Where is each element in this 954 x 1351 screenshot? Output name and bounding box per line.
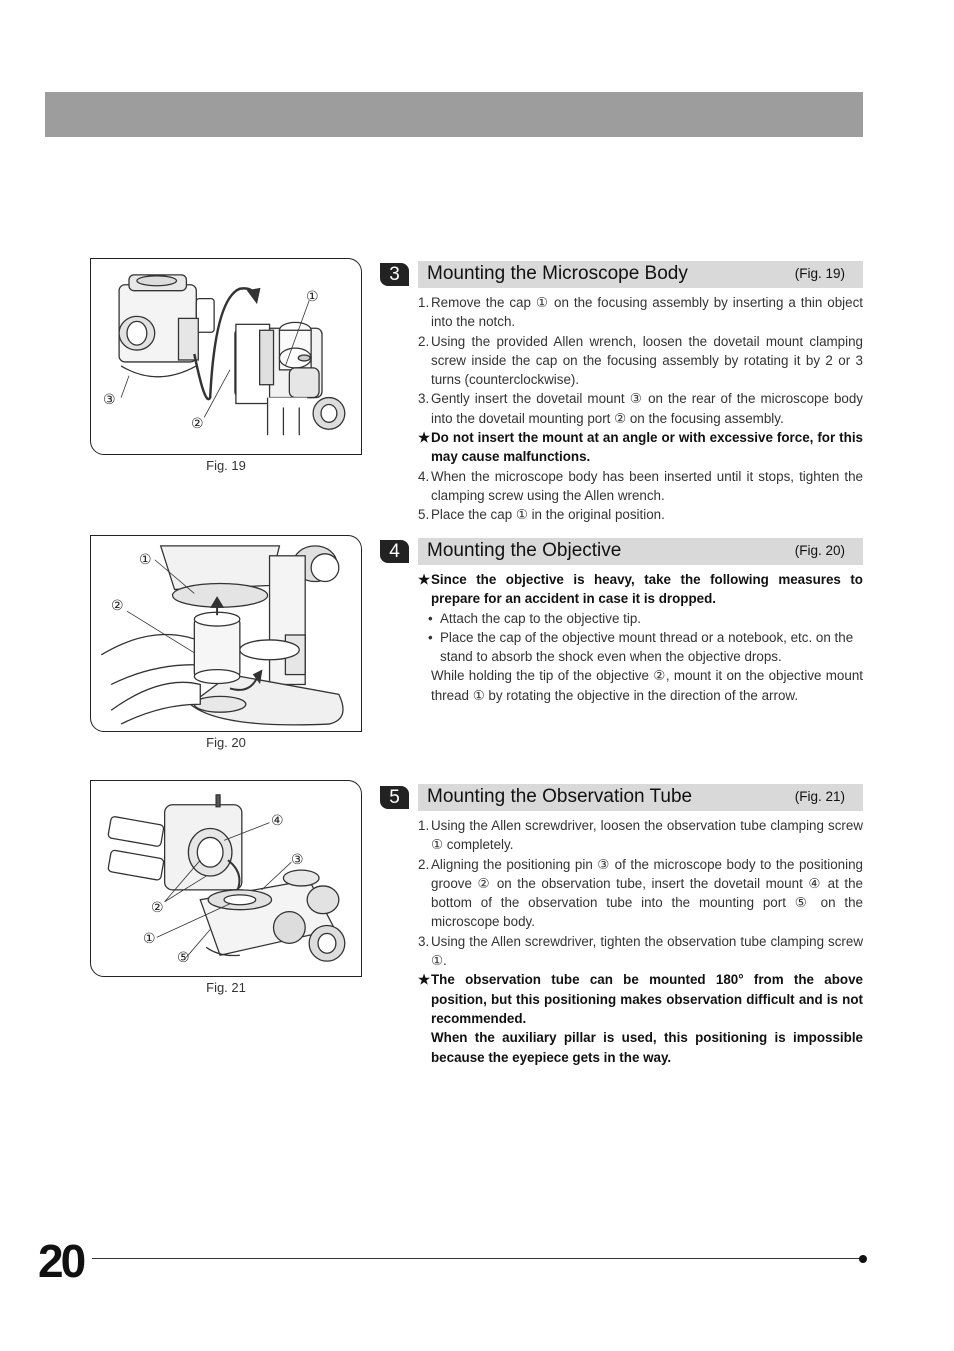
star-icon: ★	[418, 572, 431, 587]
step-2	[418, 855, 863, 932]
step-3	[418, 389, 863, 428]
section-title: Mounting the Objective	[427, 540, 622, 561]
step-1	[418, 816, 863, 855]
section-number: 4	[380, 540, 409, 563]
figure-reference: (Fig. 19)	[794, 266, 845, 281]
callout-mounting-port: ②	[191, 416, 204, 432]
fig-19-caption: Fig. 19	[206, 458, 246, 473]
figure-reference: (Fig. 21)	[794, 789, 845, 804]
section-title-bar	[418, 784, 863, 811]
section-title: Mounting the Observation Tube	[427, 786, 693, 807]
step-1	[418, 293, 863, 332]
section-3-body	[418, 293, 863, 525]
header-band	[45, 92, 863, 137]
section-5-header	[380, 784, 863, 811]
step-number: 5.	[418, 507, 430, 523]
bullet-icon: •	[428, 610, 433, 626]
step-5	[418, 505, 863, 524]
callout-positioning-pin: ③	[291, 852, 304, 868]
section-4-body	[418, 570, 863, 705]
instruction-text: While holding the tip of the objective ②, mount it on the objective mount thread ① by rotating the objective in the direction of the arrow.	[431, 668, 863, 703]
warning-text: Since the objective is heavy, take the following measures to prepare for an accident in case it is dropped.	[431, 572, 863, 607]
star-icon: ★	[418, 430, 431, 446]
caution-text: Do not insert the mount at an angle or with excessive force, for this may cause malfunctions.	[431, 430, 863, 465]
bullet-icon: •	[428, 629, 433, 645]
step-number: 2.	[418, 333, 430, 349]
section-5-body	[418, 816, 863, 1067]
section-number: 3	[380, 263, 409, 286]
figure-19	[90, 258, 362, 455]
figure-reference: (Fig. 20)	[794, 543, 845, 558]
callout-clamping-screw: ①	[143, 931, 156, 947]
bullet-text: Attach the cap to the objective tip.	[440, 610, 641, 626]
step-text: Using the Allen screwdriver, loosen the observation tube clamping screw ① completely.	[431, 818, 863, 853]
section-number: 5	[380, 786, 409, 809]
callout-objective: ②	[111, 598, 124, 614]
step-text: Place the cap ① in the original position.	[431, 507, 665, 523]
step-text: When the microscope body has been inserted until it stops, tighten the clamping screw using the Allen wrench.	[431, 468, 863, 503]
warning-note	[418, 570, 863, 609]
footer-rule	[92, 1258, 862, 1259]
figure-21	[90, 780, 362, 977]
bullet-item	[418, 628, 863, 667]
step-number: 1.	[418, 818, 430, 833]
step-text: Using the Allen screwdriver, tighten the observation tube clamping screw ①.	[431, 933, 863, 969]
rotation-note	[418, 970, 863, 1028]
microscope-body-illustration	[91, 259, 361, 454]
rotation-note-text: The observation tube can be mounted 180° from the above position, but this positioning makes observation difficult and is not recommended.	[431, 972, 863, 1026]
fig-21-caption: Fig. 21	[206, 980, 246, 995]
section-title: Mounting the Microscope Body	[427, 263, 688, 284]
step-4	[418, 467, 863, 506]
step-number: 3.	[418, 391, 430, 407]
step-2	[418, 332, 863, 390]
callout-cap: ①	[306, 289, 319, 305]
star-icon: ★	[418, 972, 431, 988]
section-title-bar	[418, 538, 863, 565]
step-number: 3.	[418, 933, 430, 949]
bullet-text: Place the cap of the objective mount thread or a notebook, etc. on the stand to absorb the shock even when the objective drops.	[440, 629, 854, 665]
bullet-item	[418, 609, 863, 628]
step-number: 2.	[418, 856, 430, 872]
figure-20	[90, 535, 362, 732]
step-text: Using the provided Allen wrench, loosen the dovetail mount clamping screw inside the cap on the focusing assembly by rotating it by 2 or 3 turns (counterclockwise).	[431, 333, 863, 388]
objective-mounting-illustration	[91, 536, 361, 731]
callout-objective-mount-thread: ①	[139, 552, 152, 568]
fig-20-caption: Fig. 20	[206, 735, 246, 750]
callout-dovetail-mount: ③	[103, 392, 116, 408]
section-title-bar	[418, 261, 863, 288]
caution-note	[418, 428, 863, 467]
callout-dovetail-mount: ④	[271, 813, 284, 829]
step-text: Gently insert the dovetail mount ③ on the rear of the microscope body into the dovetail mounting port ② on the focusing assembly.	[431, 391, 863, 426]
step-text: Aligning the positioning pin ③ of the microscope body to the positioning groove ② on the observation tube, insert the dovetail mount ④ at the bottom of the observation tube into the mounting port ⑤ on the microscope body.	[431, 856, 863, 930]
auxiliary-pillar-note: When the auxiliary pillar is used, this positioning is impossible because the eyepiece gets in the way.	[431, 1030, 863, 1065]
step-number: 1.	[418, 295, 430, 310]
page-number: 20	[38, 1235, 84, 1287]
step-number: 4.	[418, 468, 430, 484]
observation-tube-illustration	[91, 781, 361, 976]
section-4-header	[380, 538, 863, 565]
callout-positioning-groove: ②	[151, 900, 164, 916]
section-3-header	[380, 261, 863, 288]
footer-dot	[859, 1255, 867, 1263]
callout-mounting-port: ⑤	[177, 950, 190, 966]
step-text: Remove the cap ① on the focusing assembly by inserting a thin object into the notch.	[431, 295, 863, 330]
step-3	[418, 932, 863, 971]
